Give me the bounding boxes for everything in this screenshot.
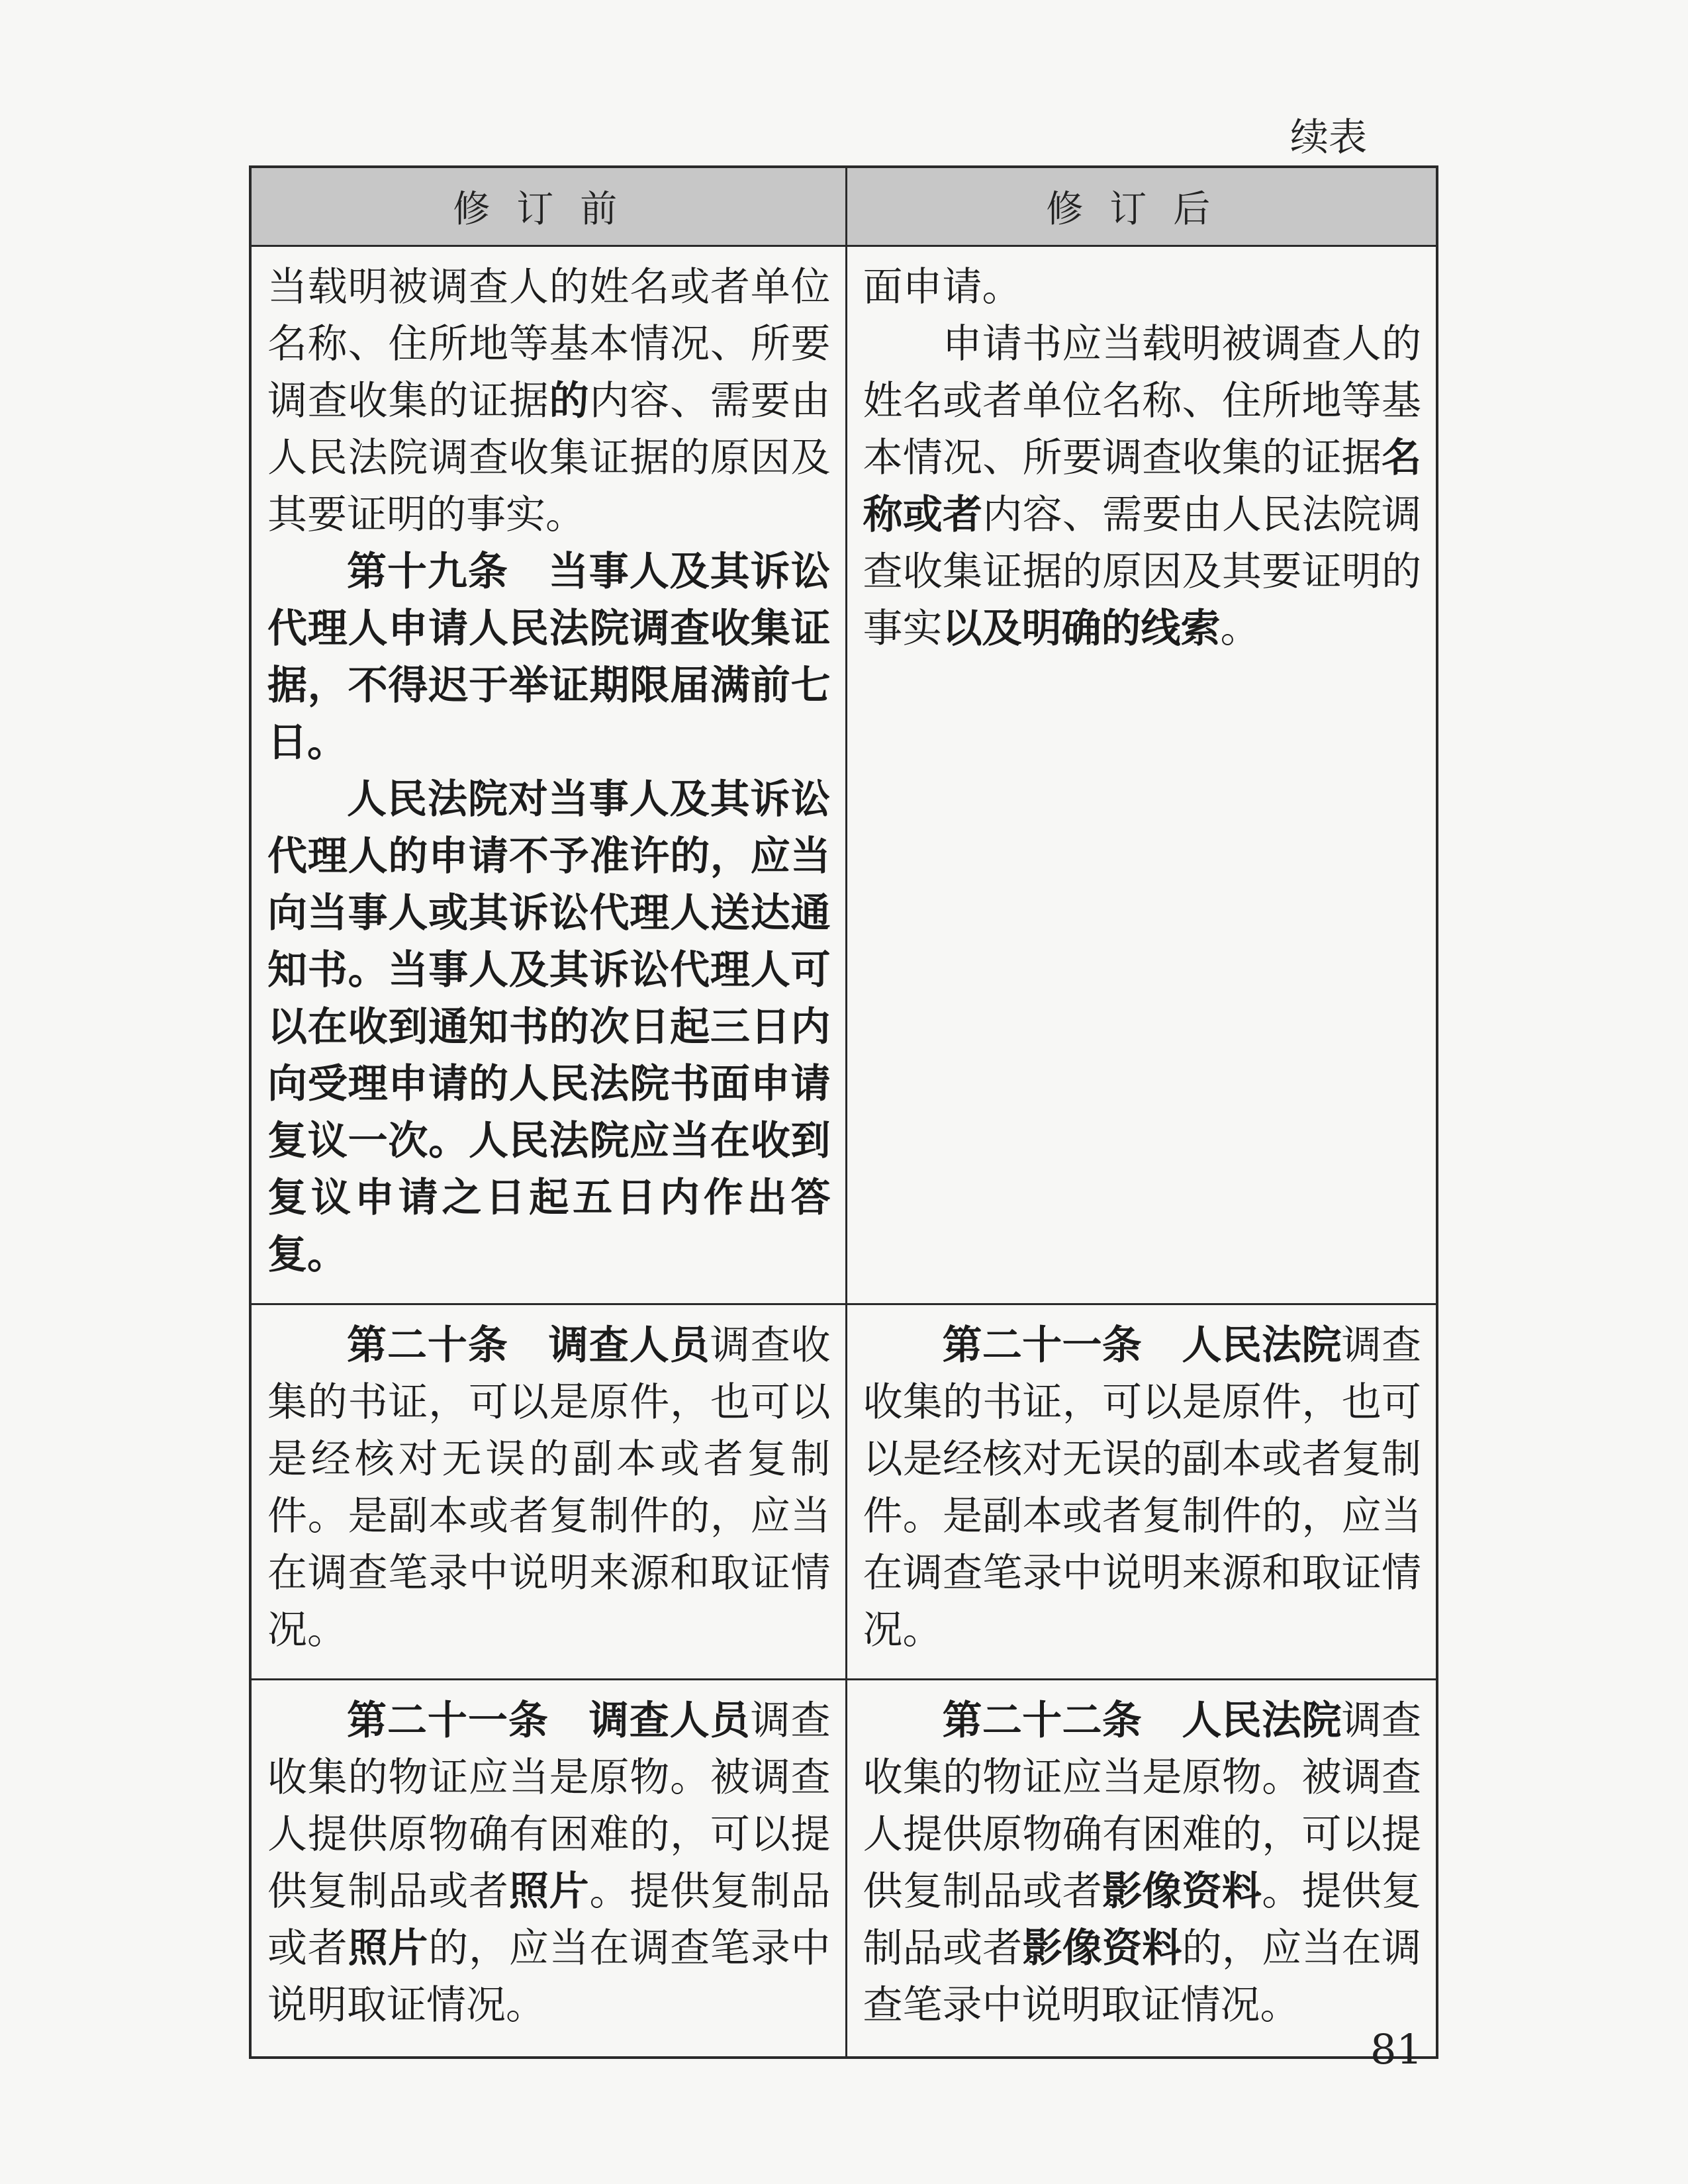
text-run: 内容、需要由人民法院调查收集证据的原因及其要证明的事实	[863, 492, 1422, 652]
cell-before	[250, 246, 846, 1304]
paragraph	[267, 1692, 831, 2034]
text-run: 的，应当在调查笔录中说明取证情况。	[267, 1925, 831, 2028]
table-row	[250, 1304, 1437, 1680]
bold-text: 第十九条	[347, 549, 508, 595]
bold-text: 人民法院对当事人及其诉讼代理人的申请不予准许的，应当向当事人或其诉讼代理人送达通知书。当事人及其诉讼代理人可以在收到通知书的次日起三日内向受理申请的人民法院书面申请复议一次。人民法院应当在收到复议申请之日起五日内作出答复。	[267, 776, 831, 1278]
paragraph	[267, 1317, 831, 1659]
bold-text: 名称或者	[863, 435, 1421, 538]
text-run: 内容、需要由人民法院调查收集证据的原因及其要证明的事实。	[267, 378, 831, 538]
text-run: 调查收集的书证，可以是原件，也可以是经核对无误的副本或者复制件。是副本或者复制件的，应当在调查笔录中说明来源和取证情况。	[267, 1322, 831, 1653]
table-row	[250, 1680, 1437, 2058]
header-before-revision: 修订前	[250, 167, 846, 246]
bold-text: 第二十条	[347, 1322, 508, 1369]
paragraph	[267, 259, 831, 543]
paragraph	[267, 543, 831, 771]
bold-text: 人民法院	[1182, 1322, 1342, 1369]
paragraph	[863, 1692, 1422, 2034]
bold-text: 第二十一条	[347, 1698, 549, 1744]
cell-before	[250, 1304, 846, 1680]
continued-label: 续表	[1289, 114, 1367, 159]
bold-text: 照片	[348, 1925, 429, 1972]
text-run: 的，应当在调查笔录中说明取证情况。	[863, 1925, 1422, 2028]
paragraph	[267, 771, 831, 1283]
page-number: 81	[1370, 2025, 1423, 2073]
bold-text: 第二十二条	[942, 1698, 1143, 1744]
cell-before	[250, 1680, 846, 2058]
text-run: 。提供复制品或者	[267, 1868, 831, 1972]
text-run: 调查收集的书证，可以是原件，也可以是经核对无误的副本或者复制件。是副本或者复制件的，应当在调查笔录中说明来源和取证情况。	[863, 1322, 1422, 1653]
bold-text: 人民法院	[1182, 1698, 1342, 1744]
bold-text: 调查人员	[547, 1322, 710, 1369]
table-row	[250, 246, 1437, 1304]
cell-after	[846, 1304, 1437, 1680]
paragraph	[863, 316, 1422, 657]
text-run: 面申请。	[863, 264, 1022, 310]
text-run: 申请书应当载明被调查人的姓名或者单位名称、住所地等基本情况、所要调查收集的证据	[863, 321, 1421, 481]
text-run: 。提供复制品或者	[863, 1868, 1422, 1972]
bold-text: 第二十一条	[942, 1322, 1143, 1369]
cell-after	[846, 246, 1437, 1304]
text-run: 当载明被调查人的姓名或者单位名称、住所地等基本情况、所要调查收集的证据	[267, 264, 831, 424]
bold-text: 影像资料	[1102, 1868, 1262, 1915]
bold-text: 照片	[508, 1868, 590, 1915]
bold-text: 的	[549, 378, 590, 424]
table-header-row	[250, 167, 1437, 246]
bold-text: 影像资料	[1022, 1925, 1182, 1972]
paragraph	[863, 259, 1422, 316]
bold-text: 当事人及其诉讼代理人申请人民法院调查收集证据，不得迟于举证期限届满前七日。	[267, 549, 831, 766]
header-after-revision: 修订后	[846, 167, 1437, 246]
cell-after	[846, 1680, 1437, 2058]
revision-comparison-table	[249, 165, 1438, 2059]
text-run: 调查收集的物证应当是原物。被调查人提供原物确有困难的，可以提供复制品或者	[863, 1698, 1422, 1915]
bold-text: 以及明确的线索	[942, 606, 1221, 652]
bold-text: 调查人员	[588, 1698, 751, 1744]
paragraph	[863, 1317, 1422, 1659]
text-run: 。	[1220, 606, 1260, 652]
text-run: 调查收集的物证应当是原物。被调查人提供原物确有困难的，可以提供复制品或者	[267, 1698, 831, 1915]
